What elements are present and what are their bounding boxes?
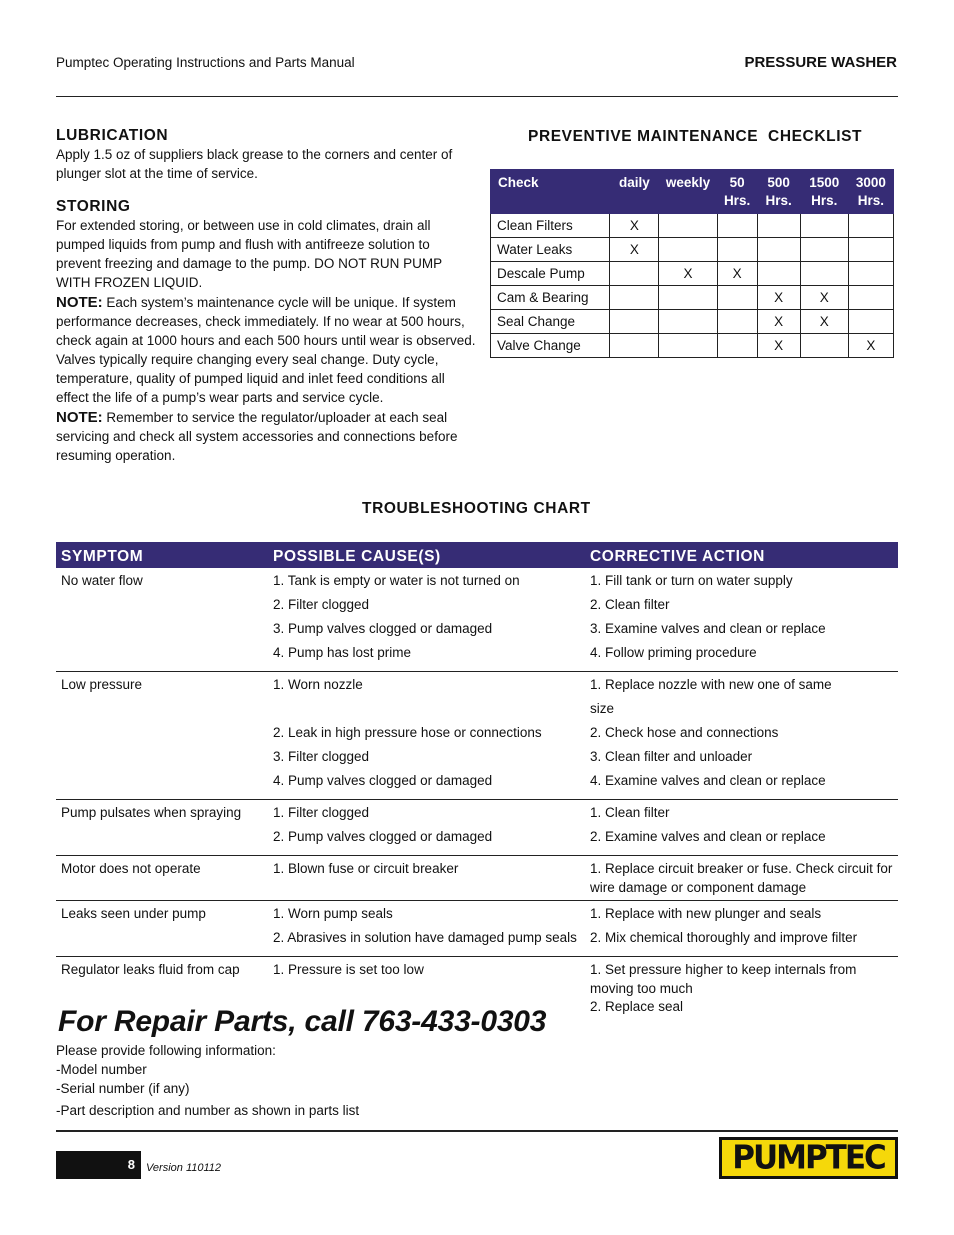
pm-header-row <box>491 170 894 214</box>
ts-row <box>56 568 898 672</box>
ts-action-line: 4. Follow priming procedure <box>590 645 757 660</box>
pm-check-cell <box>800 262 848 286</box>
ts-header-actions: CORRECTIVE ACTION <box>585 542 898 568</box>
lubrication-heading: LUBRICATION <box>56 127 169 144</box>
note-2 <box>56 408 476 465</box>
left-column <box>56 127 476 465</box>
pm-check-cell <box>659 238 717 262</box>
ts-header-row <box>56 542 898 568</box>
pm-check-cell: X <box>800 286 848 310</box>
version-label: Version 110112 <box>146 1162 222 1174</box>
pm-header-cell: 50 Hrs. <box>717 170 757 214</box>
pm-check-cell <box>659 214 717 238</box>
pm-check-cell <box>717 238 757 262</box>
pm-check-cell <box>848 214 893 238</box>
ts-header-causes: POSSIBLE CAUSE(S) <box>268 542 585 568</box>
ts-cause-line: 2. Abrasives in solution have damaged pump seals <box>273 930 577 945</box>
pm-header-cell: 3000 Hrs. <box>848 170 893 214</box>
pm-check-cell <box>757 262 800 286</box>
pm-row <box>491 238 894 262</box>
ts-causes <box>268 901 585 957</box>
pm-check-cell <box>610 334 659 358</box>
ts-action-line: 3. Examine valves and clean or replace <box>590 621 826 636</box>
ts-actions <box>585 672 898 800</box>
pm-check-cell: X <box>659 262 717 286</box>
pm-item-label: Clean Filters <box>491 214 610 238</box>
ts-cause-line: 1. Worn pump seals <box>273 906 393 921</box>
pm-row <box>491 310 894 334</box>
repair-info <box>56 1041 359 1120</box>
pm-check-cell: X <box>757 286 800 310</box>
pm-item-label: Valve Change <box>491 334 610 358</box>
ts-action-line: 1. Set pressure higher to keep internals from moving too much <box>590 962 857 996</box>
pm-check-cell: X <box>717 262 757 286</box>
pm-checklist-title: PREVENTIVE MAINTENANCE CHECKLIST <box>528 128 863 145</box>
manual-title: Pumptec Operating Instructions and Parts Manual <box>56 55 355 70</box>
page-number: 8 <box>56 1151 141 1179</box>
storing-text: For extended storing, or between use in cold climates, drain all pumped liquids from pump and flush with antifreeze solution to prevent freezing and damage to the pump. DO NOT RUN PUMP WITH FROZEN LIQUID. <box>56 218 442 290</box>
note-1-text: Each system’s maintenance cycle will be unique. If system performance decreases, check immediately. If no wear at 500 hours, check again at 1000 hours and each 500 hours until wear is observed. Valves typically require changing every seal change. Duty cycle, temperature, quality of pumped liquid and inlet feed conditions all effect the life of a pump’s wear parts and service cycle. <box>56 295 476 405</box>
ts-causes <box>268 800 585 856</box>
storing-heading: STORING <box>56 198 131 215</box>
ts-cause-line: 1. Blown fuse or circuit breaker <box>273 861 459 876</box>
ts-actions <box>585 957 898 1023</box>
ts-action-line: 2. Replace seal <box>590 999 684 1014</box>
ts-symptom: Leaks seen under pump <box>56 901 268 957</box>
note-1 <box>56 293 476 407</box>
pm-header-cell: daily <box>610 170 659 214</box>
ts-cause-line <box>273 700 580 724</box>
ts-row <box>56 800 898 856</box>
ts-symptom: No water flow <box>56 568 268 672</box>
lubrication-text: Apply 1.5 oz of suppliers black grease to the corners and center of plunger slot at the time of service. <box>56 147 453 181</box>
pm-check-cell <box>848 238 893 262</box>
ts-action-line: size <box>590 701 615 716</box>
pm-check-cell <box>610 262 659 286</box>
pm-check-cell: X <box>800 310 848 334</box>
ts-action-line: 1. Replace with new plunger and seals <box>590 906 822 921</box>
ts-action-line: 1. Replace nozzle with new one of same <box>590 677 832 692</box>
ts-cause-line: 2. Pump valves clogged or damaged <box>273 829 493 844</box>
ts-symptom: Regulator leaks fluid from cap <box>61 962 240 977</box>
pm-row <box>491 262 894 286</box>
pm-header-cell: weekly <box>659 170 717 214</box>
pm-check-cell: X <box>610 238 659 262</box>
pm-row <box>491 286 894 310</box>
ts-action-line: 2. Clean filter <box>590 597 670 612</box>
ts-causes <box>268 856 585 901</box>
pm-check-cell <box>717 334 757 358</box>
ts-action-line: 2. Check hose and connections <box>590 725 779 740</box>
footer-divider <box>56 1130 898 1132</box>
pm-check-cell <box>757 238 800 262</box>
ts-cause-line: 1. Tank is empty or water is not turned on <box>273 573 520 588</box>
ts-action-line: 1. Replace circuit breaker or fuse. Check circuit for wire damage or component damage <box>590 861 893 895</box>
pm-check-cell <box>659 286 717 310</box>
section-title: PRESSURE WASHER <box>744 54 897 71</box>
pm-check-cell <box>848 262 893 286</box>
ts-cause-line: 4. Pump has lost prime <box>273 645 412 660</box>
pm-item-label: Water Leaks <box>491 238 610 262</box>
troubleshooting-table <box>56 542 898 1022</box>
ts-row <box>56 672 898 800</box>
pumptec-logo <box>719 1137 898 1179</box>
pm-check-cell <box>610 310 659 334</box>
pm-check-cell <box>848 310 893 334</box>
ts-action-line: 3. Clean filter and unloader <box>590 749 753 764</box>
ts-symptom: Low pressure <box>56 672 268 800</box>
pm-check-cell <box>717 214 757 238</box>
ts-symptom: Pump pulsates when spraying <box>56 800 268 856</box>
pm-header-cell: Check <box>491 170 610 214</box>
ts-causes <box>268 672 585 800</box>
pm-item-label: Descale Pump <box>491 262 610 286</box>
ts-cause-line: 3. Pump valves clogged or damaged <box>273 621 493 636</box>
pm-check-cell: X <box>848 334 893 358</box>
pm-item-label: Cam & Bearing <box>491 286 610 310</box>
pm-check-cell <box>757 214 800 238</box>
pm-row <box>491 334 894 358</box>
troubleshooting-title: TROUBLESHOOTING CHART <box>362 500 591 517</box>
ts-cause-line: 2. Leak in high pressure hose or connections <box>273 725 542 740</box>
ts-action-line: 2. Examine valves and clean or replace <box>590 829 826 844</box>
ts-actions <box>585 856 898 901</box>
note-2-text: Remember to service the regulator/uploader at each seal servicing and check all system accessories and connections before resuming operation. <box>56 410 458 463</box>
pm-check-cell <box>659 334 717 358</box>
pm-check-cell <box>717 286 757 310</box>
header-divider <box>56 96 898 97</box>
note-2-label: NOTE: <box>56 409 103 426</box>
pm-check-cell: X <box>757 334 800 358</box>
ts-cause-line: 1. Filter clogged <box>273 805 370 820</box>
ts-cause-line: 1. Worn nozzle <box>273 677 363 692</box>
ts-header-symptom: SYMPTOM <box>56 542 268 568</box>
pm-row <box>491 214 894 238</box>
pm-checklist-table <box>490 169 894 358</box>
pm-check-cell <box>848 286 893 310</box>
ts-actions <box>585 568 898 672</box>
ts-actions <box>585 901 898 957</box>
ts-row <box>56 856 898 901</box>
repair-parts-heading: For Repair Parts, call 763-433-0303 <box>58 1005 547 1038</box>
ts-action-line: 1. Fill tank or turn on water supply <box>590 573 793 588</box>
pm-item-label: Seal Change <box>491 310 610 334</box>
ts-action-line: 1. Clean filter <box>590 805 670 820</box>
repair-info-line: -Part description and number as shown in parts list <box>56 1103 360 1118</box>
pm-header-cell: 500 Hrs. <box>757 170 800 214</box>
ts-action-line: 4. Examine valves and clean or replace <box>590 773 826 788</box>
pm-check-cell <box>610 286 659 310</box>
pm-check-cell: X <box>610 214 659 238</box>
ts-cause-line: 2. Filter clogged <box>273 597 370 612</box>
logo-text: PUMPTEC <box>732 1139 885 1177</box>
pm-check-cell <box>800 214 848 238</box>
note-1-label: NOTE: <box>56 294 103 311</box>
ts-actions <box>585 800 898 856</box>
repair-info-line: -Model number <box>56 1062 147 1077</box>
ts-cause-line: 3. Filter clogged <box>273 749 370 764</box>
pm-header-cell: 1500 Hrs. <box>800 170 848 214</box>
pm-check-cell <box>800 334 848 358</box>
ts-symptom: Motor does not operate <box>56 856 268 901</box>
repair-info-line: Please provide following information: <box>56 1043 276 1058</box>
ts-action-line: 2. Mix chemical thoroughly and improve filter <box>590 930 858 945</box>
logo-background <box>722 1140 895 1176</box>
pm-check-cell <box>659 310 717 334</box>
ts-row <box>56 901 898 957</box>
ts-causes <box>268 568 585 672</box>
pm-check-cell: X <box>757 310 800 334</box>
ts-cause-line: 4. Pump valves clogged or damaged <box>273 773 493 788</box>
pm-check-cell <box>717 310 757 334</box>
repair-info-line: -Serial number (if any) <box>56 1081 190 1096</box>
ts-cause-line: 1. Pressure is set too low <box>273 962 424 977</box>
pm-check-cell <box>800 238 848 262</box>
